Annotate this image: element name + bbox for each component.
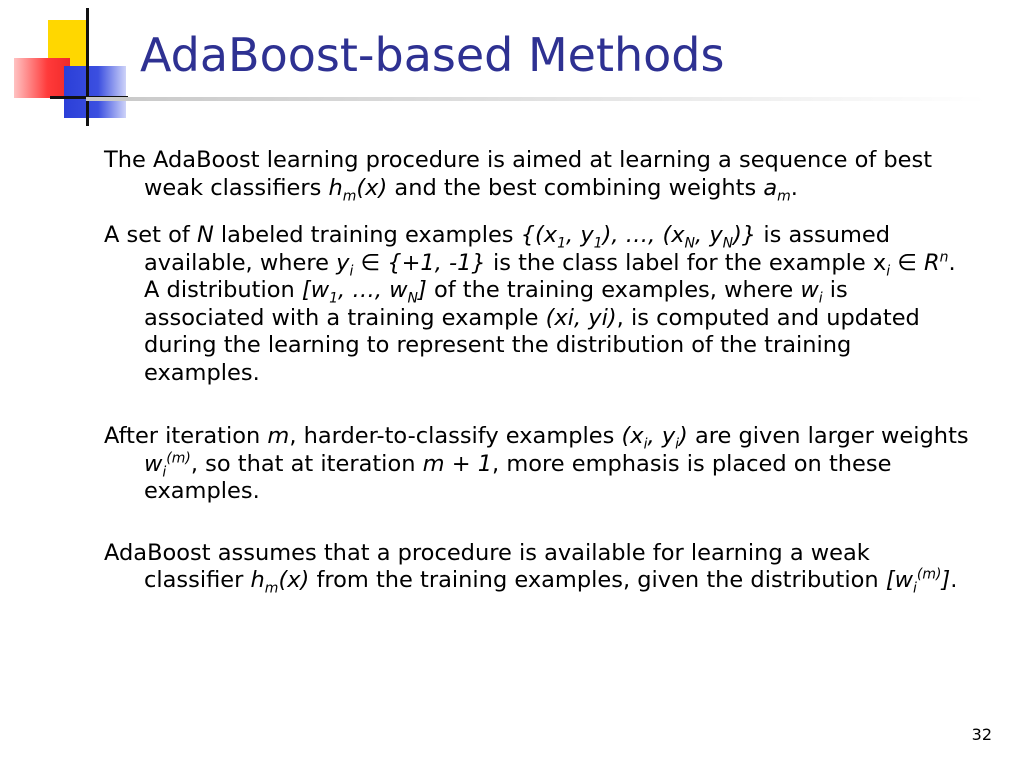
text-run: is assumed available, where [144, 222, 891, 276]
text-run: i [643, 436, 648, 453]
text-run: N [196, 222, 214, 248]
text-run: 1 [329, 290, 339, 307]
text-run: 1 [557, 235, 567, 252]
text-run: i [349, 263, 354, 279]
text-run: a [763, 174, 778, 201]
text-run: of the training examples, where [426, 277, 801, 303]
text-run: , y [695, 222, 723, 248]
text-run: . [950, 567, 958, 593]
text-run: (xi, yi) [545, 304, 617, 331]
text-run: ] [941, 567, 951, 593]
text-run: is associated with a training example [144, 277, 848, 331]
text-run: i [886, 263, 891, 279]
logo-red-block [14, 58, 70, 98]
text-run: i [818, 290, 823, 307]
text-run: A set of [104, 222, 197, 248]
text-run: (m) [166, 450, 191, 466]
text-run: h [328, 174, 343, 201]
text-run: N [684, 235, 696, 252]
text-run: i [162, 464, 167, 480]
text-run: ) [679, 423, 688, 449]
text-run: , y [647, 423, 676, 449]
text-run: m [777, 188, 791, 204]
text-run: m [264, 580, 279, 597]
text-run: h [250, 567, 265, 593]
text-run: w [800, 277, 819, 303]
text-run: w [144, 450, 163, 477]
text-run: , more emphasis is placed on these examples. [144, 450, 892, 504]
text-run: , so that at iteration [190, 450, 423, 477]
text-run: m [342, 188, 357, 204]
text-run: . A distribution [144, 249, 956, 303]
text-run: i [913, 580, 917, 597]
text-run: (x) [278, 567, 310, 593]
text-run: , harder-to-classify examples [289, 423, 622, 449]
text-run: (x) [356, 174, 388, 201]
slide-logo-decoration [0, 0, 140, 140]
paragraph-training-set [104, 222, 974, 387]
text-run: m + 1 [422, 450, 493, 477]
page-number: 32 [971, 725, 992, 744]
text-run: , is computed and updated during the learning to represent the distribution of the training examples. [144, 304, 920, 386]
text-run: m [267, 423, 290, 449]
logo-blue-block [64, 66, 126, 118]
title-underline [86, 97, 986, 101]
text-run: labeled training examples [213, 222, 521, 248]
text-run: [w [301, 277, 330, 303]
text-run: [w [885, 567, 913, 593]
text-run: {(x [520, 222, 558, 248]
logo-vertical-line [86, 8, 89, 126]
text-run: i [675, 436, 680, 453]
text-run: and the best combining weights [387, 174, 764, 201]
text-run: ] [418, 277, 427, 303]
text-run: 1 [593, 235, 603, 252]
text-run: (m) [916, 566, 942, 583]
text-run: n [939, 249, 949, 265]
text-run: AdaBoost assumes that a procedure is available for learning a weak classifier [104, 539, 870, 593]
slide-body [104, 147, 974, 595]
text-run: , …, w [338, 277, 408, 303]
text-run: are given larger weights [687, 423, 969, 449]
text-run: y [336, 249, 350, 276]
paragraph-weak-classifier [104, 540, 974, 595]
text-run: ∈ R [890, 249, 940, 276]
text-run: After iteration [104, 423, 268, 449]
text-run: )} [733, 222, 757, 248]
text-run: is the class label for the example x [492, 249, 887, 276]
text-run: . [790, 174, 798, 201]
paragraph-iteration-weights [104, 423, 974, 506]
text-run: The AdaBoost learning procedure is aimed at learning a sequence of best weak classifiers [104, 147, 933, 201]
paragraph-adaboost-procedure [104, 147, 974, 202]
text-run: ), …, (x [602, 222, 685, 248]
text-run: N [407, 290, 419, 307]
text-run: ∈ {+1, -1} [353, 249, 493, 276]
text-run: from the training examples, given the distribution [309, 567, 886, 593]
text-run: (x [621, 423, 644, 449]
text-run: , y [566, 222, 594, 248]
text-run: N [722, 235, 734, 252]
slide-title: AdaBoost-based Methods [140, 28, 725, 82]
